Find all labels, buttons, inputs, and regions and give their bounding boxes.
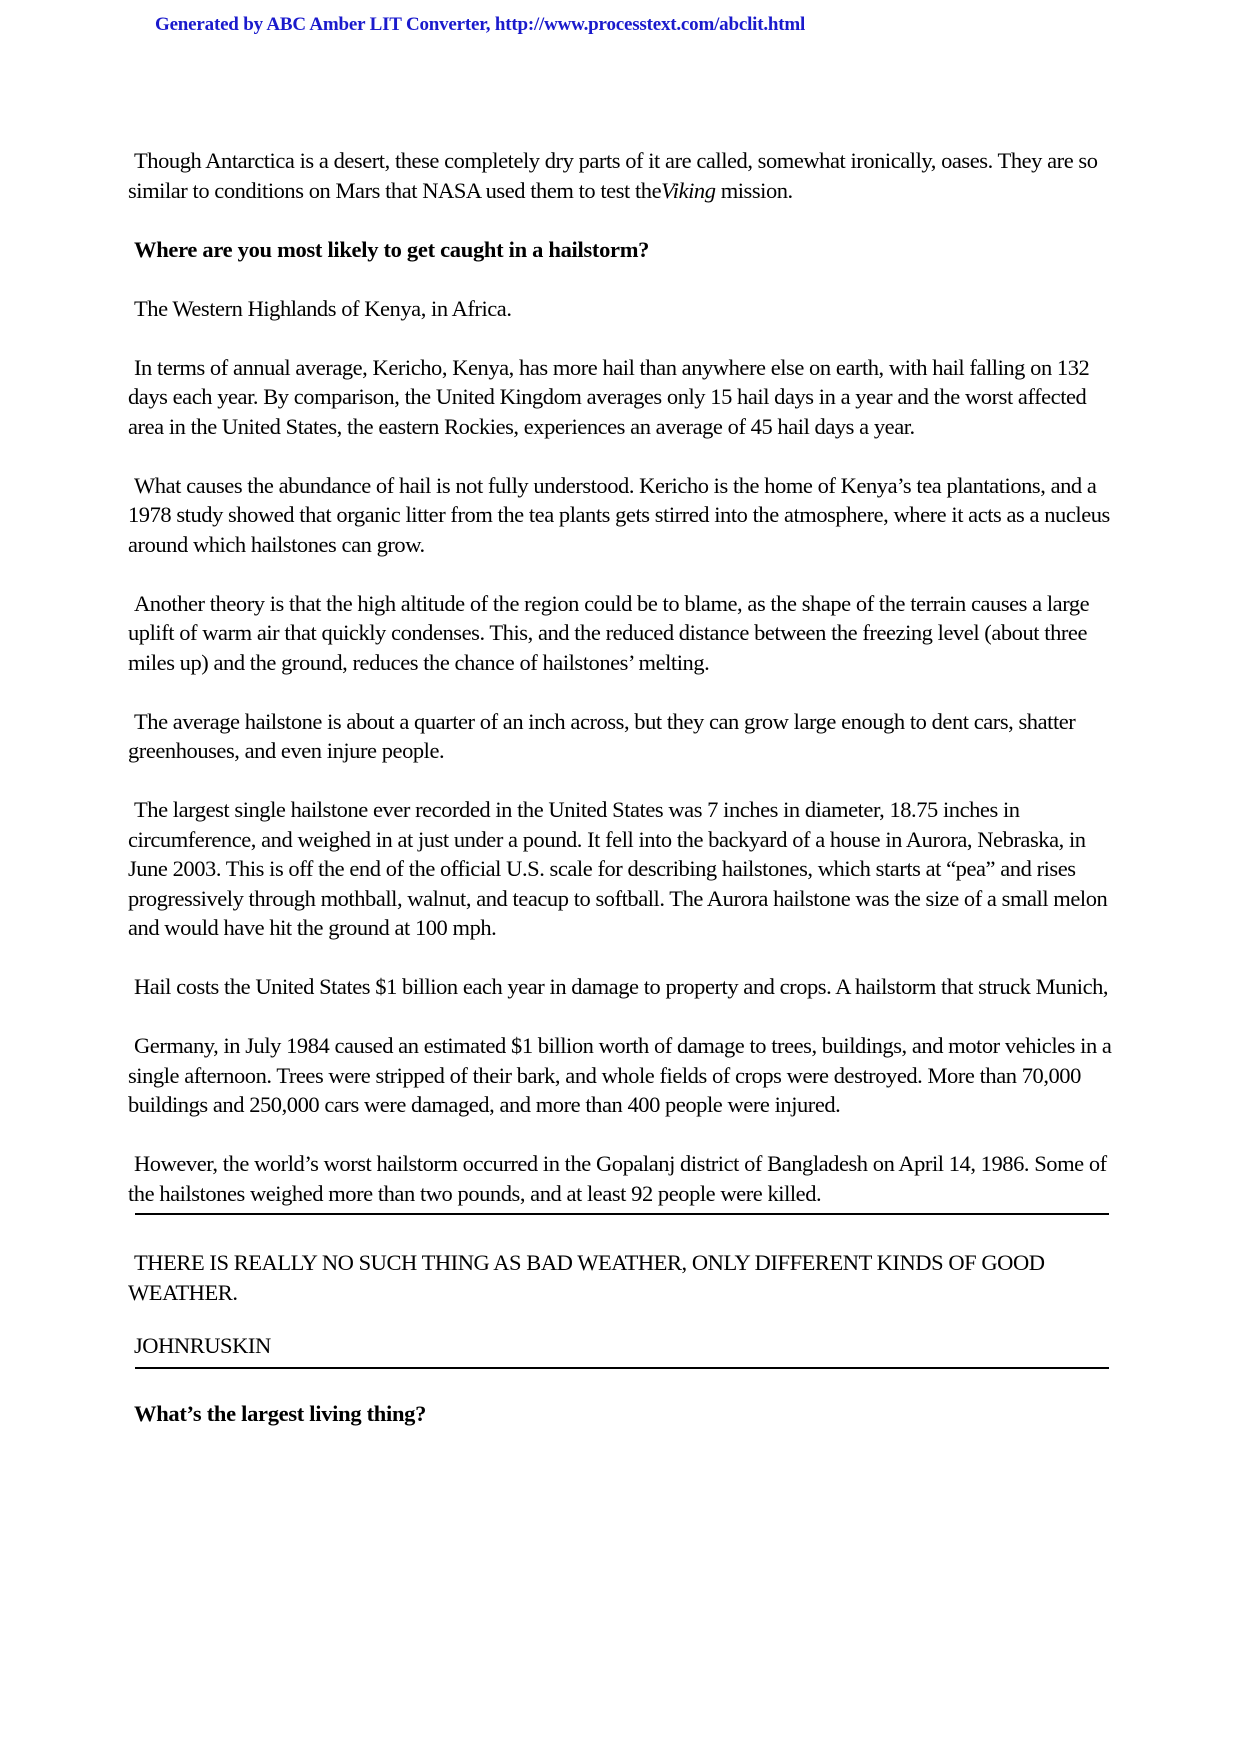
divider-bottom bbox=[135, 1367, 1109, 1369]
paragraph-largest-hailstone: The largest single hailstone ever recorded in the United States was 7 inches in diameter, 18.75 inches in circumference, and weighed in at just under a pound. It fell into the backyard of a house in Aurora, Nebraska, in June 2003. This is off the end of the official U.S. scale for describing hailstones, which starts at “pea” and rises progressively through mothball, walnut, and teacup to softball. The Aurora hailstone was the size of a small melon and would have hit the ground at 100 mph. bbox=[128, 797, 1108, 940]
paragraph-average-hailstone: The average hailstone is about a quarter of an inch across, but they can grow large enough to dent cars, shatter greenhouses, and even injure people. bbox=[128, 708, 1076, 763]
document-body bbox=[128, 146, 1118, 1458]
generator-link[interactable]: Generated by ABC Amber LIT Converter, http://www.processtext.com/abclit.html bbox=[155, 14, 806, 35]
quote-author: JOHNRUSKIN bbox=[134, 1333, 271, 1358]
paragraph-munich-damage: Germany, in July 1984 caused an estimated $1 billion worth of damage to trees, buildings, and motor vehicles in a single afternoon. Trees were stripped of their bark, and whole fields of crops were destroyed. More than 70,000 buildings and 250,000 cars were damaged, and more than 400 people were injured. bbox=[128, 1033, 1112, 1117]
paragraph-hail-causes: What causes the abundance of hail is not fully understood. Kericho is the home of Kenya’s tea plantations, and a 1978 study showed that organic litter from the tea plants gets stirred into the atmosphere, where it acts as a nucleus around which hailstones can grow. bbox=[128, 472, 1110, 557]
paragraph-hail-costs: Hail costs the United States $1 billion each year in damage to property and crops. A hailstorm that struck Munich, bbox=[134, 974, 1109, 999]
paragraph-text: Though Antarctica is a desert, these completely dry parts of it are called, somewhat ironically, oases. They are so similar to conditions on Mars that NASA used them to test the bbox=[128, 148, 1098, 203]
viking-italic: Viking bbox=[661, 177, 716, 203]
paragraph-kenya-answer: The Western Highlands of Kenya, in Africa. bbox=[134, 295, 512, 321]
paragraph-kericho-average: In terms of annual average, Kericho, Kenya, has more hail than anywhere else on earth, with hail falling on 132 days each year. By comparison, the United Kingdom averages only 15 hail days in a year and the worst affected area in the United States, the eastern Rockies, experiences an average of 45 hail days a year. bbox=[128, 354, 1090, 439]
section-heading-largest-living-thing: What’s the largest living thing? bbox=[134, 1400, 427, 1426]
paragraph-bangladesh-hailstorm: However, the world’s worst hailstorm occurred in the Gopalanj district of Bangladesh on April 14, 1986. Some of the hailstones weighed more than two pounds, and at least 92 people were killed. bbox=[128, 1151, 1107, 1206]
quote-text: THERE IS REALLY NO SUCH THING AS BAD WEATHER, ONLY DIFFERENT KINDS OF GOOD WEATHER. bbox=[128, 1250, 1045, 1305]
paragraph-altitude-theory: Another theory is that the high altitude of the region could be to blame, as the shape of the terrain causes a large uplift of warm air that quickly condenses. This, and the reduced distance between the freezing level (about three miles up) and the ground, reduces the chance of hailstones’ melting. bbox=[128, 590, 1090, 675]
section-heading-hailstorm: Where are you most likely to get caught in a hailstorm? bbox=[134, 236, 650, 262]
divider-top bbox=[135, 1213, 1109, 1215]
paragraph-antarctica-oases bbox=[128, 146, 1118, 205]
paragraph-text-end: mission. bbox=[715, 177, 793, 203]
